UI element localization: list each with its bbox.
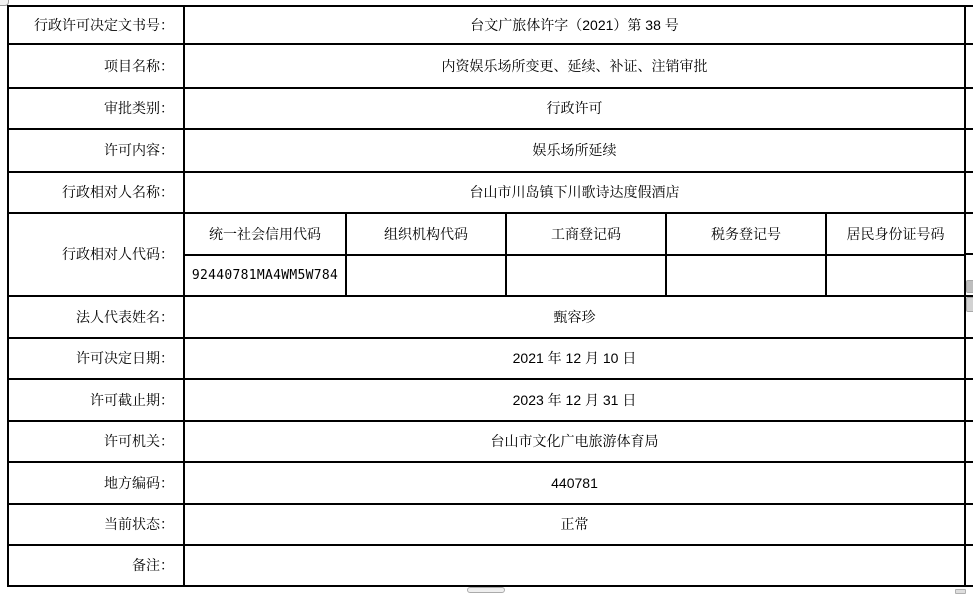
local-code-value: 440781 [185, 463, 966, 503]
row-permit-doc-number [9, 7, 973, 45]
horizontal-scrollbar-thumb[interactable] [467, 587, 505, 593]
value-organization-code [347, 256, 507, 296]
row-expiry-date [9, 380, 973, 422]
header-organization-code: 组织机构代码 [347, 214, 507, 254]
row-decision-date [9, 339, 973, 380]
clipped-column-stub-divider [966, 214, 973, 255]
header-tax-registration-number: 税务登记号 [667, 214, 827, 254]
permit-content-label: 许可内容： [9, 130, 185, 171]
expiry-date-value: 2023 年 12 月 31 日 [185, 380, 966, 420]
codes-value-row [185, 256, 964, 296]
approval-category-label: 审批类别： [9, 89, 185, 128]
clipped-column-stub [966, 45, 973, 87]
expiry-date-label: 许可截止期： [9, 380, 185, 420]
value-tax-registration-number [667, 256, 827, 296]
bottom-right-clipped-artifact [955, 589, 966, 594]
permit-authority-value: 台山市文化广电旅游体育局 [185, 422, 966, 461]
permit-doc-number-value: 台文广旅体许字（2021）第 38 号 [185, 7, 966, 43]
row-legal-representative [9, 297, 973, 339]
project-name-value: 内资娱乐场所变更、延续、补证、注销审批 [185, 45, 966, 87]
current-status-label: 当前状态： [9, 505, 185, 544]
permit-content-value: 娱乐场所延续 [185, 130, 966, 171]
vertical-scrollbar-thumb[interactable] [966, 280, 973, 293]
header-unified-social-credit-code: 统一社会信用代码 [185, 214, 347, 254]
header-business-registration-code: 工商登记码 [507, 214, 667, 254]
row-permit-content [9, 130, 973, 173]
header-resident-id-number: 居民身份证号码 [846, 225, 945, 242]
row-permit-authority [9, 422, 973, 463]
clipped-column-stub [966, 505, 973, 544]
row-current-status [9, 505, 973, 546]
row-counterpart-codes [9, 214, 973, 297]
permit-authority-label: 许可机关： [9, 422, 185, 461]
clipped-column-stub [966, 546, 973, 585]
value-unified-social-credit-code: 92440781MA4WM5W784 [185, 256, 347, 296]
legal-representative-label: 法人代表姓名： [9, 297, 185, 337]
codes-header-row [185, 214, 964, 256]
counterpart-name-label: 行政相对人名称： [9, 173, 185, 212]
row-counterpart-name [9, 173, 973, 214]
counterpart-name-value: 台山市川岛镇下川歌诗达度假酒店 [185, 173, 966, 212]
clipped-column-stub [966, 130, 973, 171]
remarks-value [185, 546, 966, 585]
row-project-name [9, 45, 973, 89]
current-status-value: 正常 [185, 505, 966, 544]
value-resident-id-number [827, 256, 964, 296]
clipped-column-stub [966, 463, 973, 503]
permit-info-table [7, 5, 973, 587]
clipped-column-stub [966, 89, 973, 128]
counterpart-codes-subtable [185, 214, 966, 295]
clipped-column-stub [966, 173, 973, 212]
clipped-column-stub [966, 422, 973, 461]
remarks-label: 备注： [9, 546, 185, 585]
row-local-code [9, 463, 973, 505]
clipped-column-stub [966, 380, 973, 420]
row-remarks [9, 546, 973, 587]
permit-doc-number-label: 行政许可决定文书号： [9, 7, 185, 43]
row-approval-category [9, 89, 973, 130]
counterpart-codes-label: 行政相对人代码： [9, 214, 185, 295]
vertical-scrollbar-thumb[interactable] [966, 297, 973, 312]
decision-date-value: 2021 年 12 月 10 日 [185, 339, 966, 378]
approval-category-value: 行政许可 [185, 89, 966, 128]
local-code-label: 地方编码： [9, 463, 185, 503]
clipped-column-stub [966, 7, 973, 43]
clipped-column-stub [966, 339, 973, 378]
value-business-registration-code [507, 256, 667, 296]
project-name-label: 项目名称： [9, 45, 185, 87]
decision-date-label: 许可决定日期： [9, 339, 185, 378]
legal-representative-value: 甄容珍 [185, 297, 966, 337]
